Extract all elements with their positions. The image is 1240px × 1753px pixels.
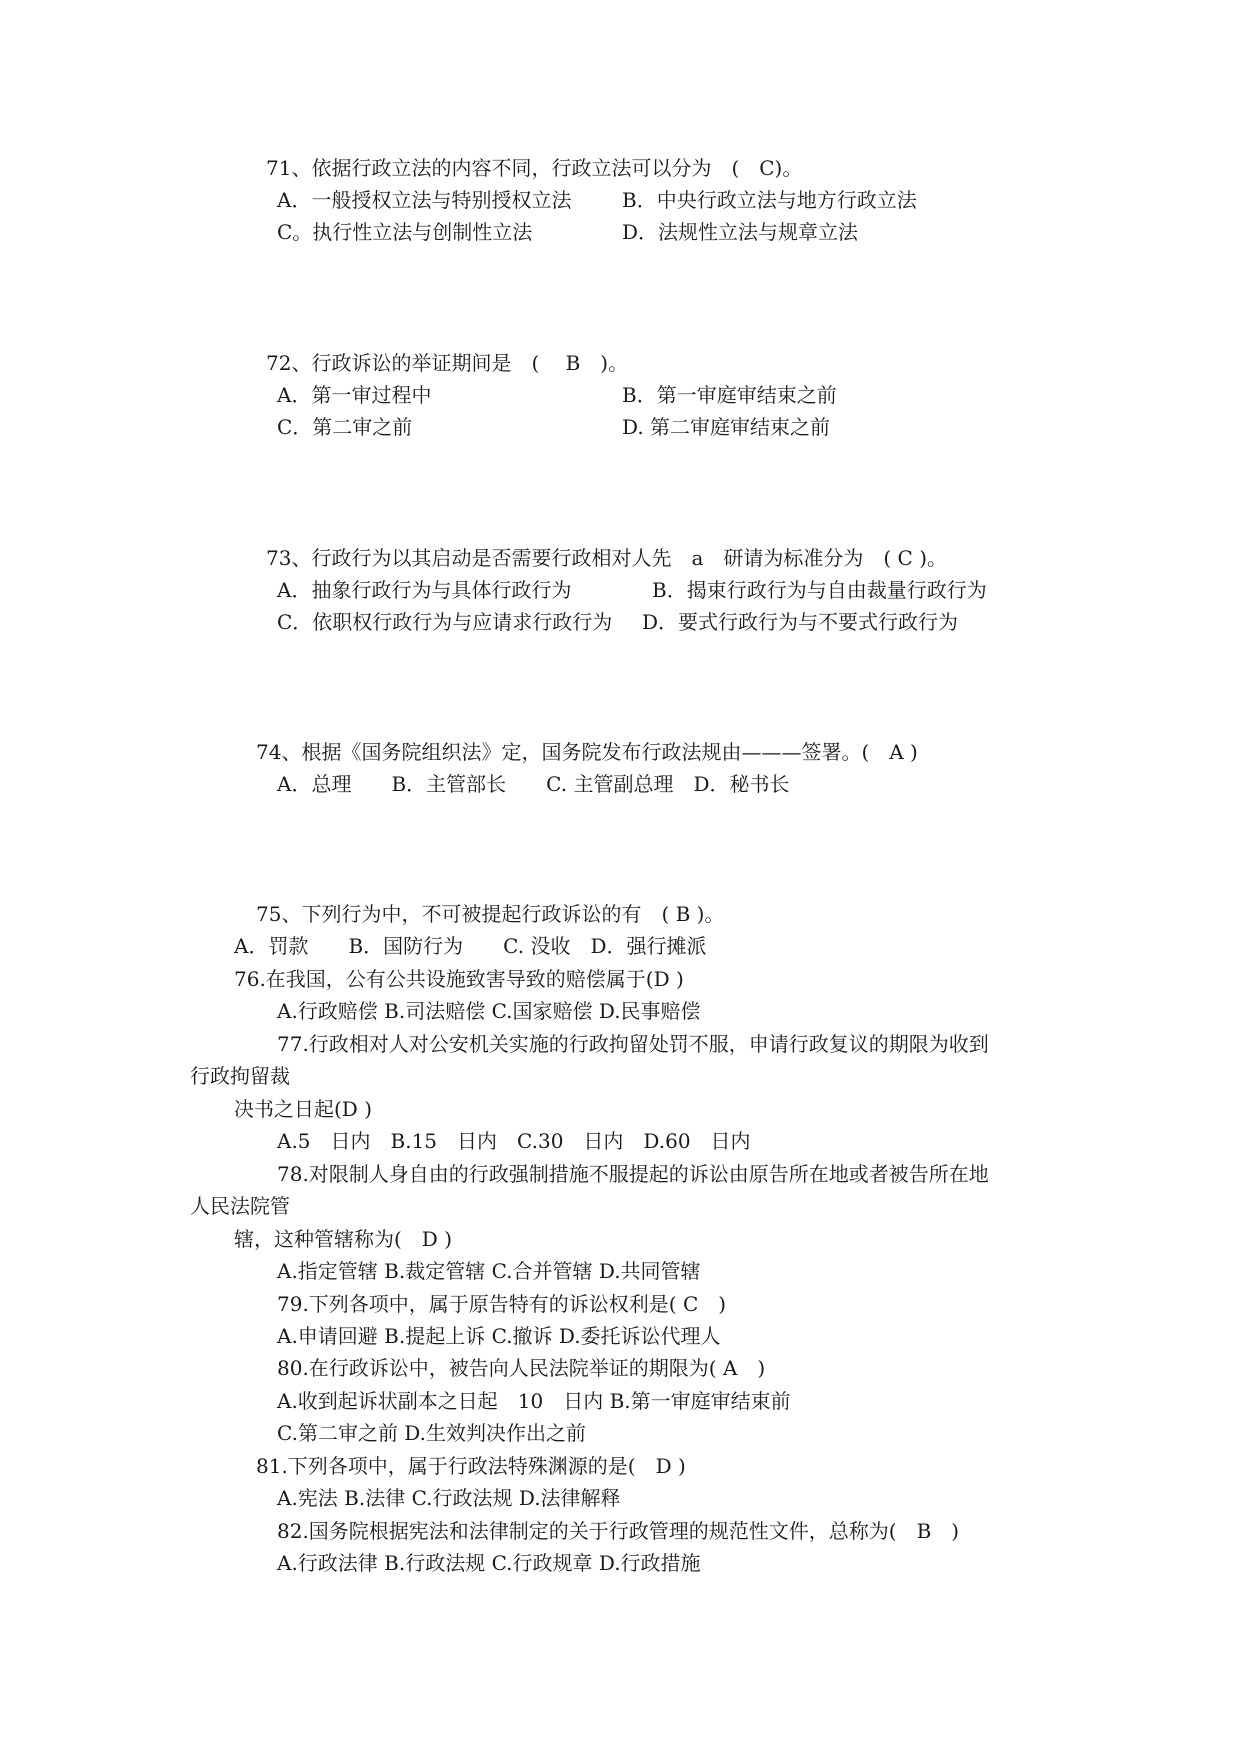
question-71-options-row-1 [0, 184, 1240, 216]
question-73-options-row-1 [0, 574, 1240, 606]
question-72-stem: 72、行政诉讼的举证期间是 ( B )。 [266, 351, 629, 375]
question-71-option-c: C。执行性立法与创制性立法 [277, 220, 533, 244]
question-72-options-row-1 [0, 379, 1240, 411]
question-72-option-a: A．第一审过程中 [277, 383, 432, 407]
question-81-options: A.宪法 B.法律 C.行政法规 D.法律解释 [277, 1486, 621, 1510]
question-75-options: A．罚款 B．国防行为 C. 没收 D．强行摊派 [234, 934, 707, 958]
question-77-stem-line-2: 行政拘留裁 [190, 1064, 290, 1088]
question-72-option-d: D. 第二审庭审结束之前 [622, 415, 831, 439]
question-71-option-b: B．中央行政立法与地方行政立法 [622, 188, 917, 212]
question-73-option-c: C．依职权行政行为与应请求行政行为 [277, 610, 613, 634]
question-75-stem: 75、下列行为中，不可被提起行政诉讼的有 ( B )。 [256, 902, 725, 926]
question-77-stem-line-3: 决书之日起(D ) [234, 1097, 372, 1121]
question-71-option-d: D．法规性立法与规章立法 [622, 220, 859, 244]
question-80-options-line-1: A.收到起诉状副本之日起 10 日内 B.第一审庭审结束前 [277, 1389, 791, 1413]
question-78-options: A.指定管辖 B.裁定管辖 C.合并管辖 D.共同管辖 [277, 1259, 701, 1283]
question-73-stem: 73、行政行为以其启动是否需要行政相对人先 a 研请为标准分为 ( C )。 [266, 546, 947, 570]
question-82-options: A.行政法律 B.行政法规 C.行政规章 D.行政措施 [277, 1551, 701, 1575]
question-79-stem: 79.下列各项中，属于原告特有的诉讼权利是( C ) [277, 1292, 727, 1316]
question-78-stem-line-3: 辖，这种管辖称为( D ) [234, 1227, 452, 1251]
question-82-stem: 82.国务院根据宪法和法律制定的关于行政管理的规范性文件，总称为( B ) [277, 1519, 960, 1543]
question-71-option-a: A．一般授权立法与特别授权立法 [277, 188, 572, 212]
question-72-option-c: C．第二审之前 [277, 415, 413, 439]
question-73-options-row-2 [0, 606, 1240, 638]
question-74-options: A．总理 B．主管部长 C. 主管副总理 D．秘书长 [277, 772, 790, 796]
question-77-options: A.5 日内 B.15 日内 C.30 日内 D.60 日内 [277, 1129, 751, 1153]
question-80-options-line-2: C.第二审之前 D.生效判决作出之前 [277, 1421, 586, 1445]
question-78-stem-line-1: 78.对限制人身自由的行政强制措施不服提起的诉讼由原告所在地或者被告所在地 [277, 1162, 989, 1186]
question-76-stem: 76.在我国，公有公共设施致害导致的赔偿属于(D ) [234, 967, 684, 991]
question-81-stem: 81.下列各项中，属于行政法特殊渊源的是( D ) [256, 1454, 686, 1478]
question-78-stem-line-2: 人民法院管 [190, 1194, 290, 1218]
question-73-option-b: B．揭束行政行为与自由裁量行政行为 [652, 578, 987, 602]
question-77-stem-line-1: 77.行政相对人对公安机关实施的行政拘留处罚不服，申请行政复议的期限为收到 [277, 1032, 989, 1056]
question-80-stem: 80.在行政诉讼中，被告向人民法院举证的期限为( A ) [277, 1356, 766, 1380]
question-72-option-b: B．第一审庭审结束之前 [622, 383, 837, 407]
question-74-stem: 74、根据《国务院组织法》定，国务院发布行政法规由———签署。( A ) [256, 740, 918, 764]
question-79-options: A.申请回避 B.提起上诉 C.撤诉 D.委托诉讼代理人 [277, 1324, 721, 1348]
question-71-stem: 71、依据行政立法的内容不同，行政立法可以分为 ( C)。 [266, 156, 803, 180]
question-73-option-d: D．要式行政行为与不要式行政行为 [642, 610, 959, 634]
question-71-options-row-2 [0, 216, 1240, 248]
question-73-option-a: A．抽象行政行为与具体行政行为 [277, 578, 572, 602]
question-72-options-row-2 [0, 411, 1240, 443]
question-76-options: A.行政赔偿 B.司法赔偿 C.国家赔偿 D.民事赔偿 [277, 999, 701, 1023]
